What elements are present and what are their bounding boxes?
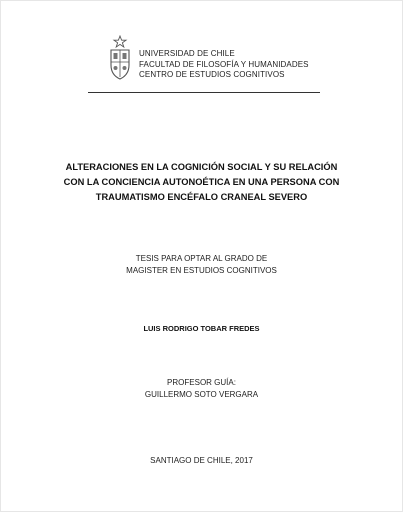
university-name: UNIVERSIDAD DE CHILE (139, 49, 235, 58)
title-line: TRAUMATISMO ENCÉFALO CRANEAL SEVERO (95, 192, 308, 202)
header-divider (88, 92, 320, 93)
title-line: CON LA CONCIENCIA AUTONOÉTICA EN UNA PERSONA CON (63, 177, 340, 187)
degree-line: TESIS PARA OPTAR AL GRADO DE (135, 254, 268, 263)
author-name: LUIS RODRIGO TOBAR FREDES (143, 324, 260, 333)
institution-block (139, 35, 309, 81)
thesis-title (40, 160, 363, 205)
center-name: CENTRO DE ESTUDIOS COGNITIVOS (139, 70, 285, 79)
advisor-label: PROFESOR GUÍA: (167, 378, 236, 387)
advisor-name: GUILLERMO SOTO VERGARA (144, 389, 259, 399)
place-and-date: SANTIAGO DE CHILE, 2017 (150, 456, 253, 465)
faculty-name: FACULTAD DE FILOSOFÍA Y HUMANIDADES (139, 59, 309, 69)
title-line: ALTERACIONES EN LA COGNICIÓN SOCIAL Y SU RELACIÓN (65, 162, 338, 172)
degree-line: MAGISTER EN ESTUDIOS COGNITIVOS (126, 265, 277, 275)
university-crest-icon (108, 35, 132, 81)
advisor-block (60, 377, 343, 400)
degree-statement (60, 253, 343, 276)
document-header (108, 35, 309, 81)
